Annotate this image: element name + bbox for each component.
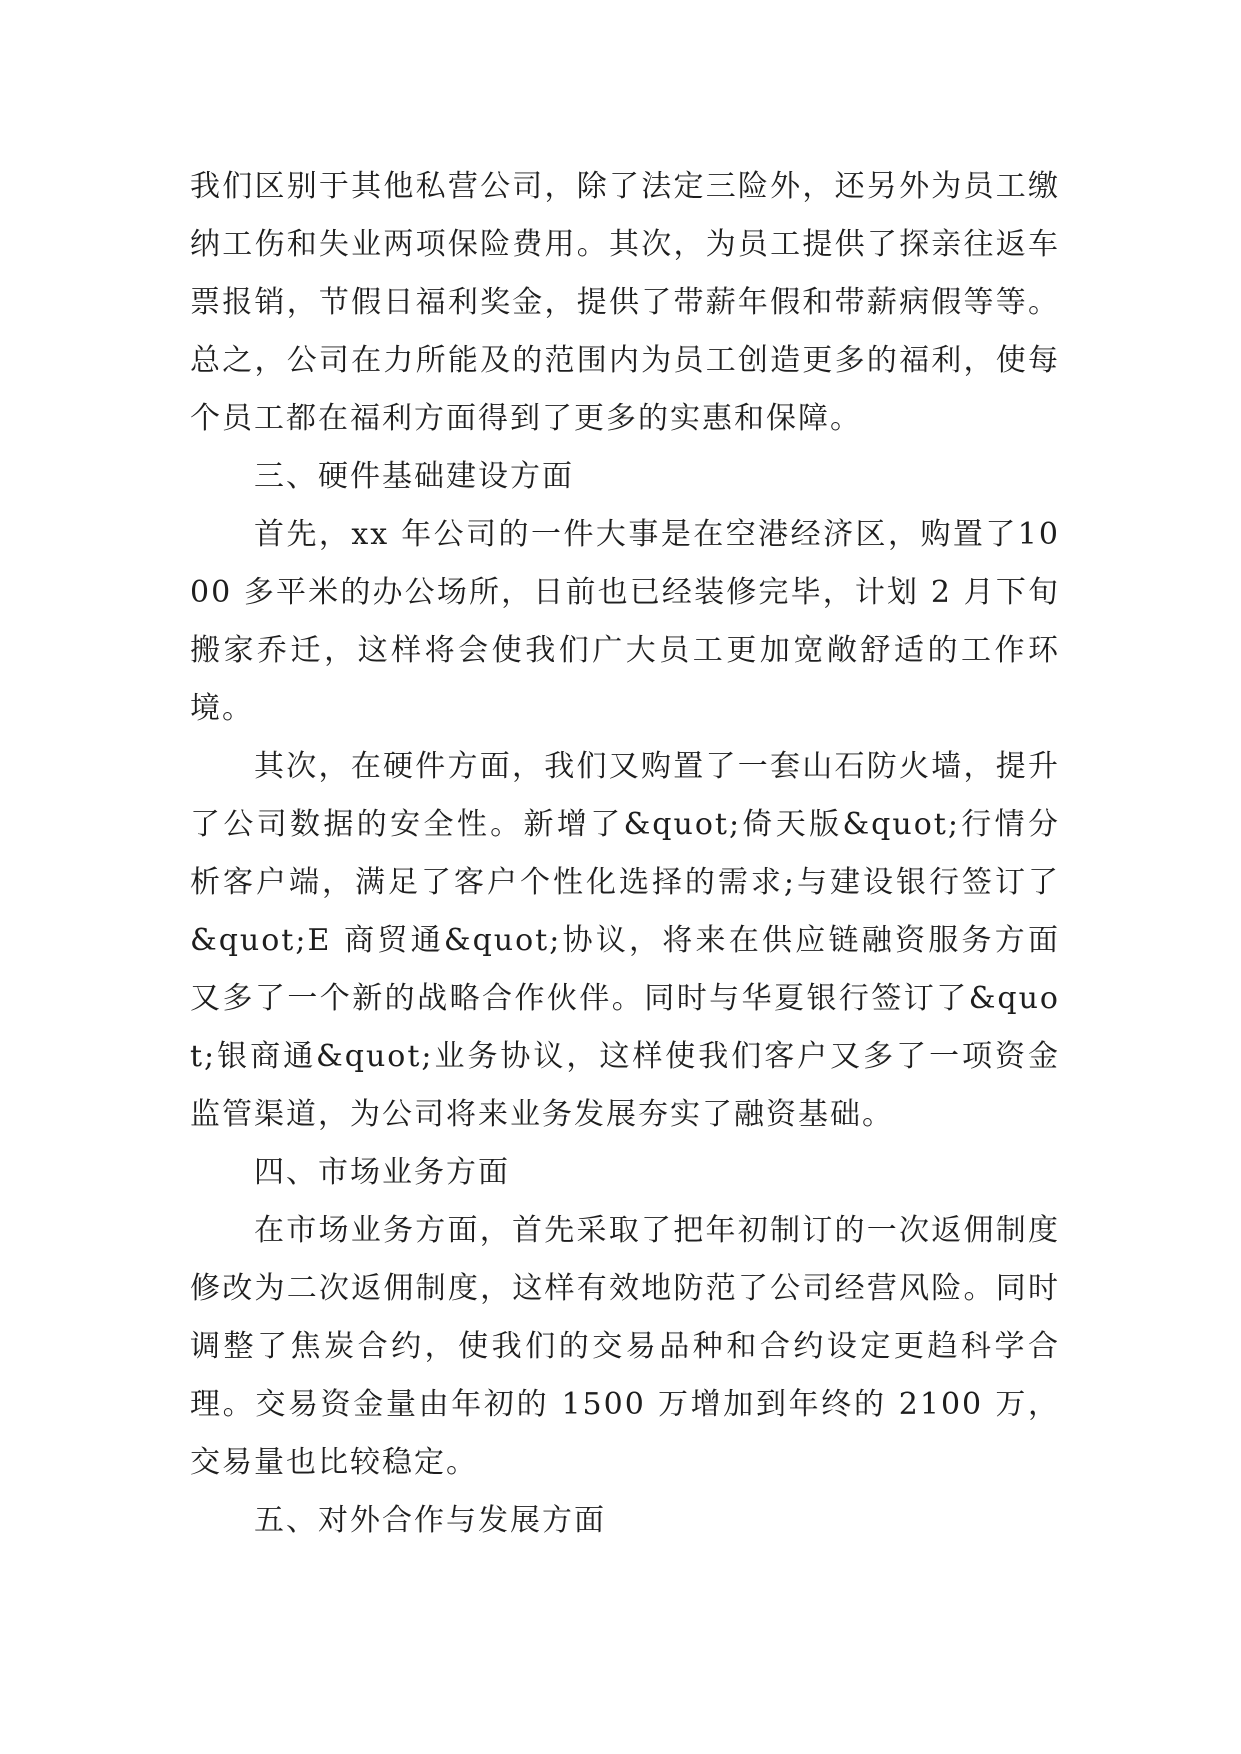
section-heading-hardware: 三、硬件基础建设方面: [254, 459, 574, 494]
section-heading-cooperation: 五、对外合作与发展方面: [254, 1503, 606, 1538]
paragraph-welfare: 我们区别于其他私营公司，除了法定三险外，还另外为员工缴纳工伤和失业两项保险费用。其次，为员工提供了探亲往返车票报销，节假日福利奖金，提供了带薪年假和带薪病假等等。总之，公司在力所能及的范围内为员工创造更多的福利，使每个员工都在福利方面得到了更多的实惠和保障。: [190, 169, 1060, 436]
document-body: [190, 158, 1060, 1550]
paragraph-hardware-upgrades: 其次，在硬件方面，我们又购置了一套山石防火墙，提升了公司数据的安全性。新增了&quot;倚天版&quot;行情分析客户端，满足了客户个性化选择的需求;与建设银行签订了&quot;E 商贸通&quot;协议，将来在供应链融资服务方面又多了一个新的战略合作伙伴。同时与华夏银行签订了&quot;银商通&quot;业务协议，这样使我们客户又多了一项资金监管渠道，为公司将来业务发展夯实了融资基础。: [190, 749, 1060, 1132]
paragraph-office-purchase: 首先，xx 年公司的一件大事是在空港经济区，购置了1000 多平米的办公场所，日前也已经装修完毕，计划 2 月下旬搬家乔迁，这样将会使我们广大员工更加宽敞舒适的工作环境。: [190, 517, 1060, 726]
section-heading-market: 四、市场业务方面: [254, 1155, 510, 1190]
paragraph-market-business: 在市场业务方面，首先采取了把年初制订的一次返佣制度修改为二次返佣制度，这样有效地防范了公司经营风险。同时调整了焦炭合约，使我们的交易品种和合约设定更趋科学合理。交易资金量由年初的 1500 万增加到年终的 2100 万，交易量也比较稳定。: [190, 1213, 1060, 1480]
